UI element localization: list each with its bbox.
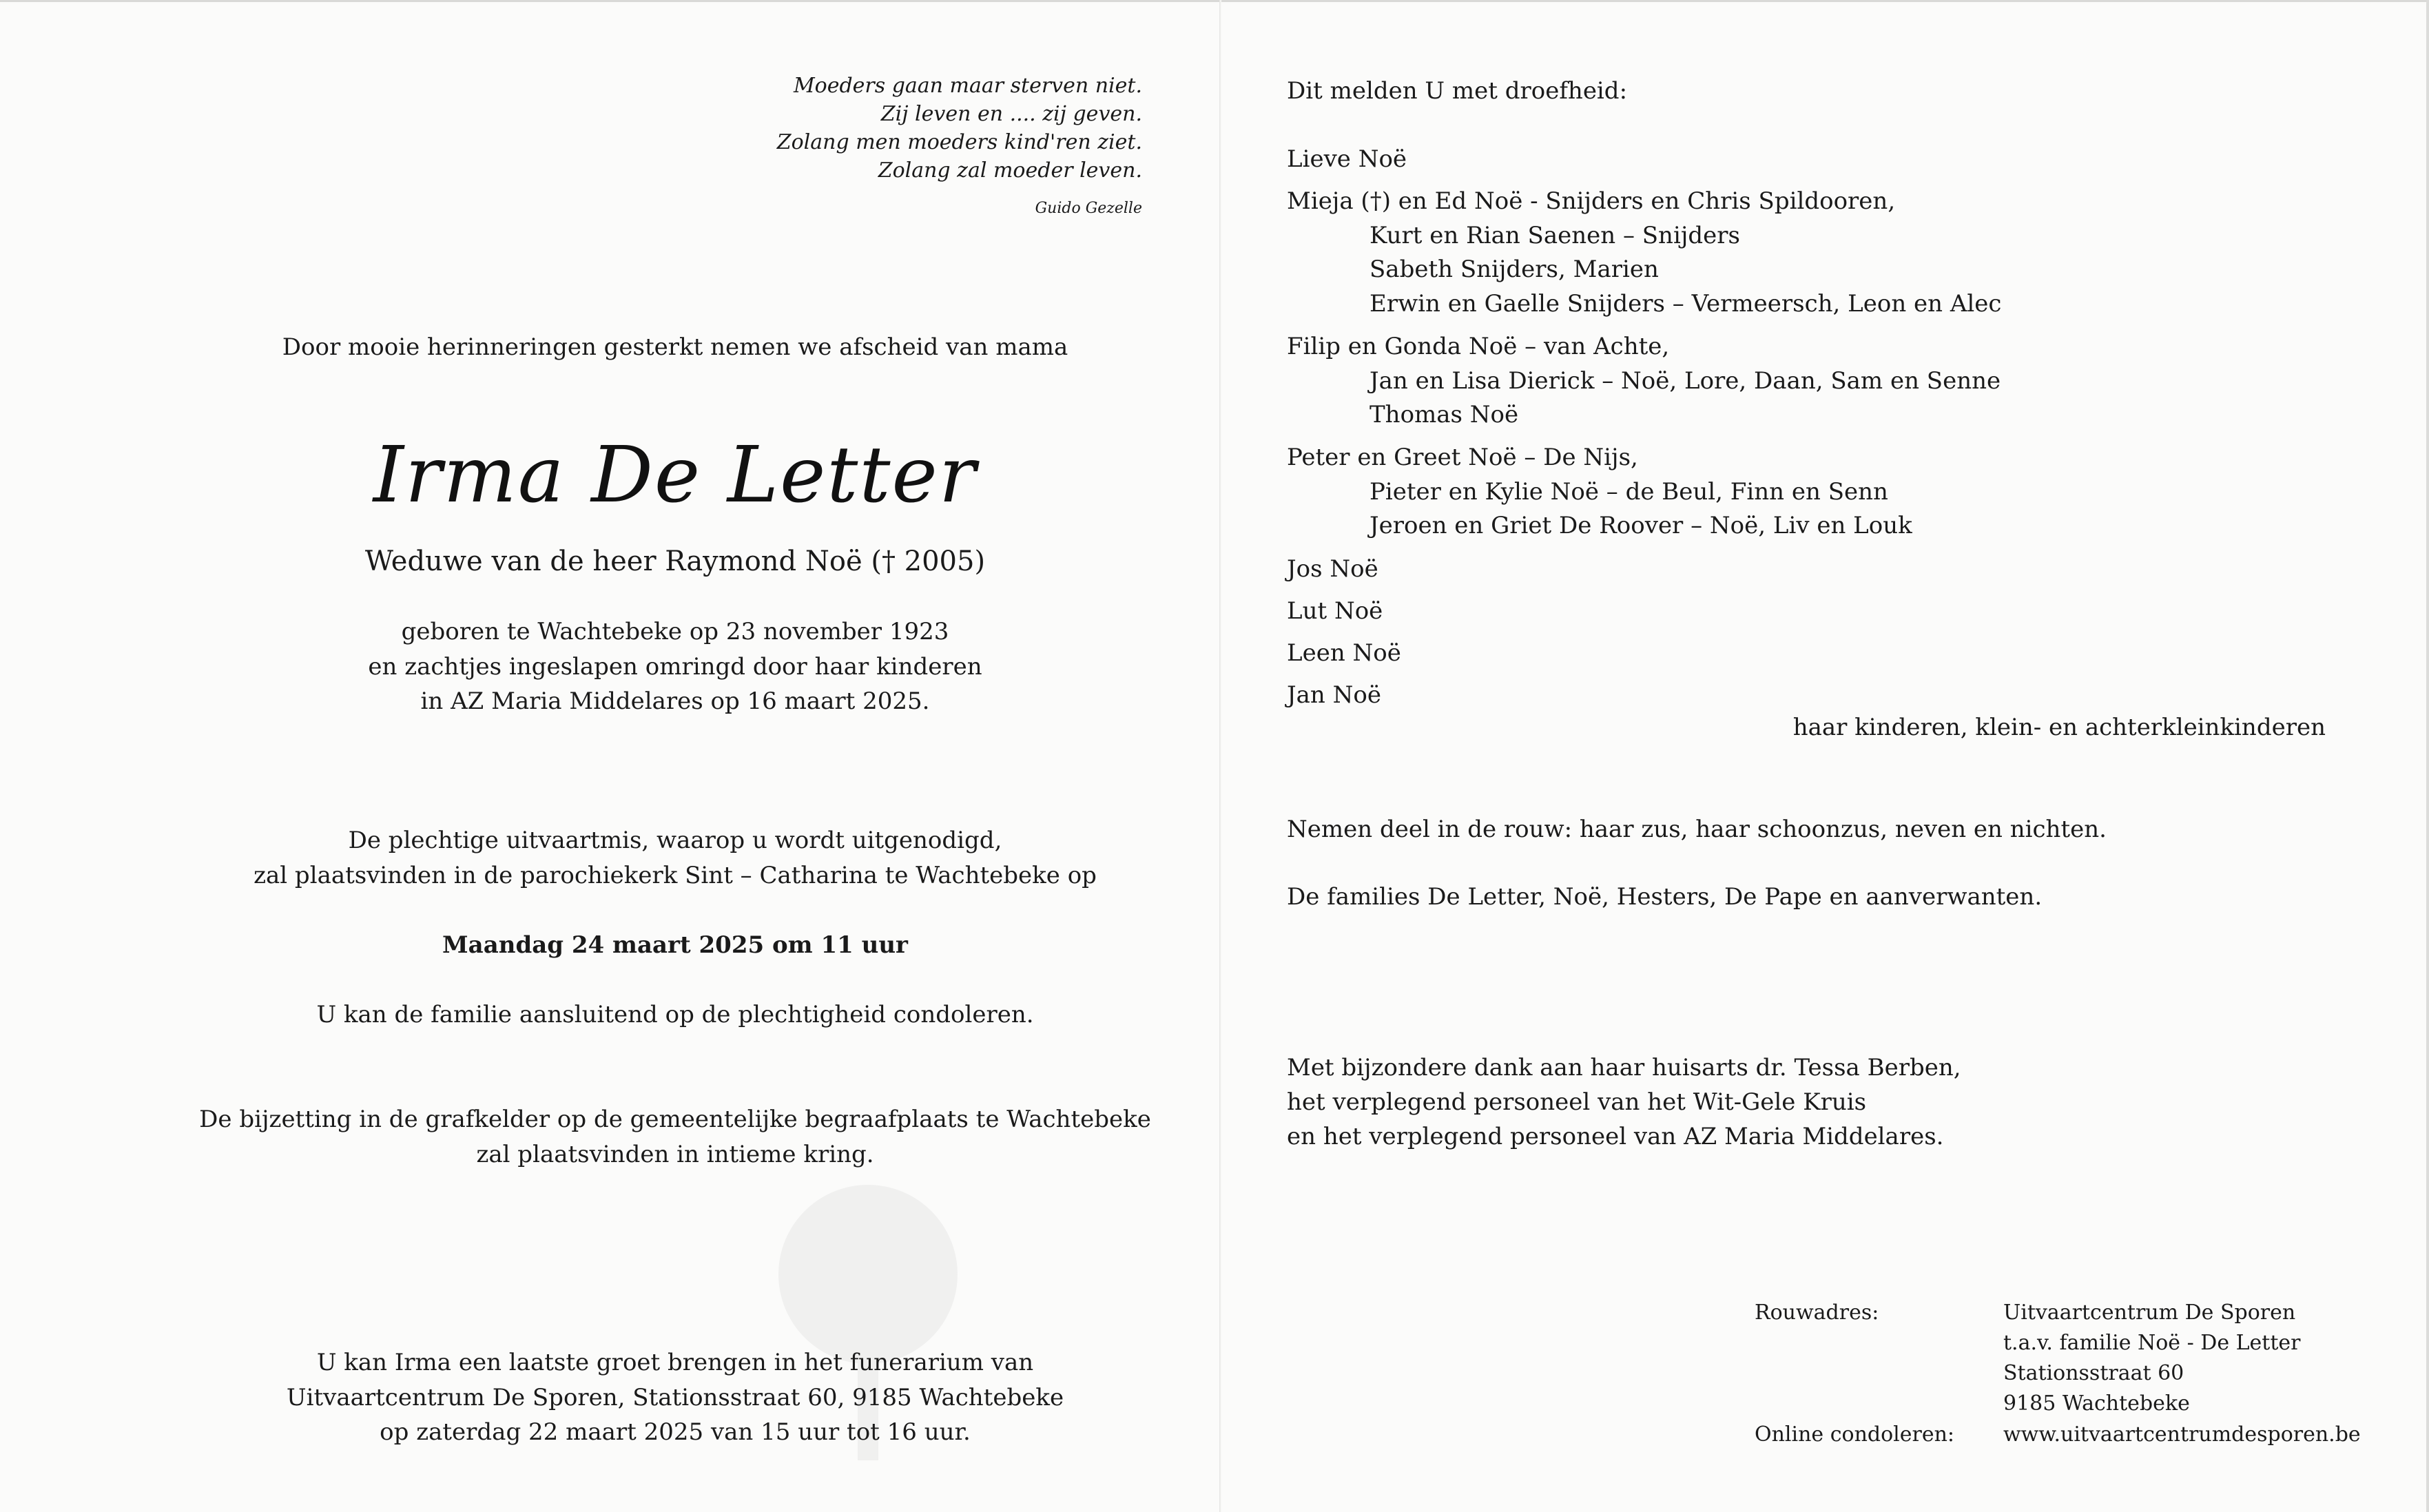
burial-line: De bijzetting in de grafkelder op de gemeentelijke begraafplaats te Wachtebeke	[199, 1106, 1151, 1133]
family-member: Pieter en Kylie Noë – de Beul, Finn en Senn	[1369, 478, 1888, 506]
mourning-line: Nemen deel in de rouw: haar zus, haar schoonzus, neven en nichten.	[1287, 816, 2107, 843]
poem-line: Moeders gaan maar sterven niet.	[793, 74, 1142, 98]
online-url: www.uitvaartcentrumdesporen.be	[2003, 1422, 2361, 1447]
funeral-date: Maandag 24 maart 2025 om 11 uur	[442, 931, 908, 959]
paper-edge-right	[2426, 0, 2429, 1512]
address-line: t.a.v. familie Noë - De Letter	[2003, 1331, 2301, 1355]
thanks-line: en het verplegend personeel van AZ Maria Middelares.	[1287, 1123, 1944, 1150]
visit-line: Uitvaartcentrum De Sporen, Stationsstraat 60, 9185 Wachtebeke	[286, 1384, 1064, 1411]
family-member: Leen Noë	[1287, 639, 1401, 667]
condolence-line: U kan de familie aansluitend op de plechtigheid condoleren.	[316, 1001, 1034, 1028]
burial-line: zal plaatsvinden in intieme kring.	[476, 1141, 874, 1168]
family-member: Lut Noë	[1287, 597, 1383, 625]
life-line: geboren te Wachtebeke op 23 november 1923	[401, 618, 949, 645]
family-member: Erwin en Gaelle Snijders – Vermeersch, Leon en Alec	[1369, 290, 2002, 318]
poem-author: Guido Gezelle	[1035, 200, 1142, 217]
poem-line: Zolang zal moeder leven.	[878, 158, 1142, 183]
life-line: in AZ Maria Middelares op 16 maart 2025.	[420, 687, 930, 715]
widow-line: Weduwe van de heer Raymond Noë († 2005)	[364, 546, 986, 577]
families-line: De families De Letter, Noë, Hesters, De Pape en aanverwanten.	[1287, 883, 2043, 911]
address-line: 9185 Wachtebeke	[2003, 1391, 2190, 1416]
family-member: Jan en Lisa Dierick – Noë, Lore, Daan, Sam en Senne	[1369, 367, 2001, 395]
poem-line: Zij leven en .... zij geven.	[880, 102, 1142, 126]
mass-line: De plechtige uitvaartmis, waarop u wordt uitgenodigd,	[348, 827, 1002, 854]
poem-line: Zolang men moeders kind'ren ziet.	[776, 130, 1142, 154]
thanks-line: het verplegend personeel van het Wit-Gele Kruis	[1287, 1088, 1867, 1116]
family-member: Thomas Noë	[1369, 401, 1519, 428]
family-suffix: haar kinderen, klein- en achterkleinkinderen	[1792, 714, 2326, 741]
family-member: Kurt en Rian Saenen – Snijders	[1369, 222, 1740, 249]
tree-watermark-icon	[744, 1171, 992, 1460]
life-line: en zachtjes ingeslapen omringd door haar kinderen	[368, 653, 982, 681]
family-member: Jeroen en Griet De Roover – Noë, Liv en Louk	[1369, 512, 1912, 539]
address-line: Uitvaartcentrum De Sporen	[2003, 1301, 2296, 1325]
card-fold	[1219, 0, 1221, 1512]
mass-line: zal plaatsvinden in de parochiekerk Sint – Catharina te Wachtebeke op	[254, 862, 1097, 889]
online-label: Online condoleren:	[1755, 1422, 1955, 1447]
intro-line: Door mooie herinneringen gesterkt nemen we afscheid van mama	[282, 333, 1068, 361]
family-member: Filip en Gonda Noë – van Achte,	[1287, 333, 1670, 360]
family-member: Mieja (†) en Ed Noë - Snijders en Chris Spildooren,	[1287, 187, 1896, 215]
family-member: Lieve Noë	[1287, 145, 1407, 173]
visit-line: U kan Irma een laatste groet brengen in het funerarium van	[316, 1349, 1034, 1376]
family-member: Jan Noë	[1287, 681, 1381, 709]
family-member: Jos Noë	[1287, 555, 1378, 583]
family-member: Peter en Greet Noë – De Nijs,	[1287, 444, 1638, 471]
announcement-heading: Dit melden U met droefheid:	[1287, 77, 1628, 105]
address-line: Stationsstraat 60	[2003, 1361, 2184, 1385]
address-label: Rouwadres:	[1755, 1301, 1879, 1325]
family-member: Sabeth Snijders, Marien	[1369, 256, 1659, 283]
deceased-name: Irma De Letter	[373, 431, 978, 520]
visit-line: op zaterdag 22 maart 2025 van 15 uur tot 16 uur.	[380, 1418, 971, 1446]
paper-edge-top	[0, 0, 2429, 2]
thanks-line: Met bijzondere dank aan haar huisarts dr. Tessa Berben,	[1287, 1054, 1961, 1081]
